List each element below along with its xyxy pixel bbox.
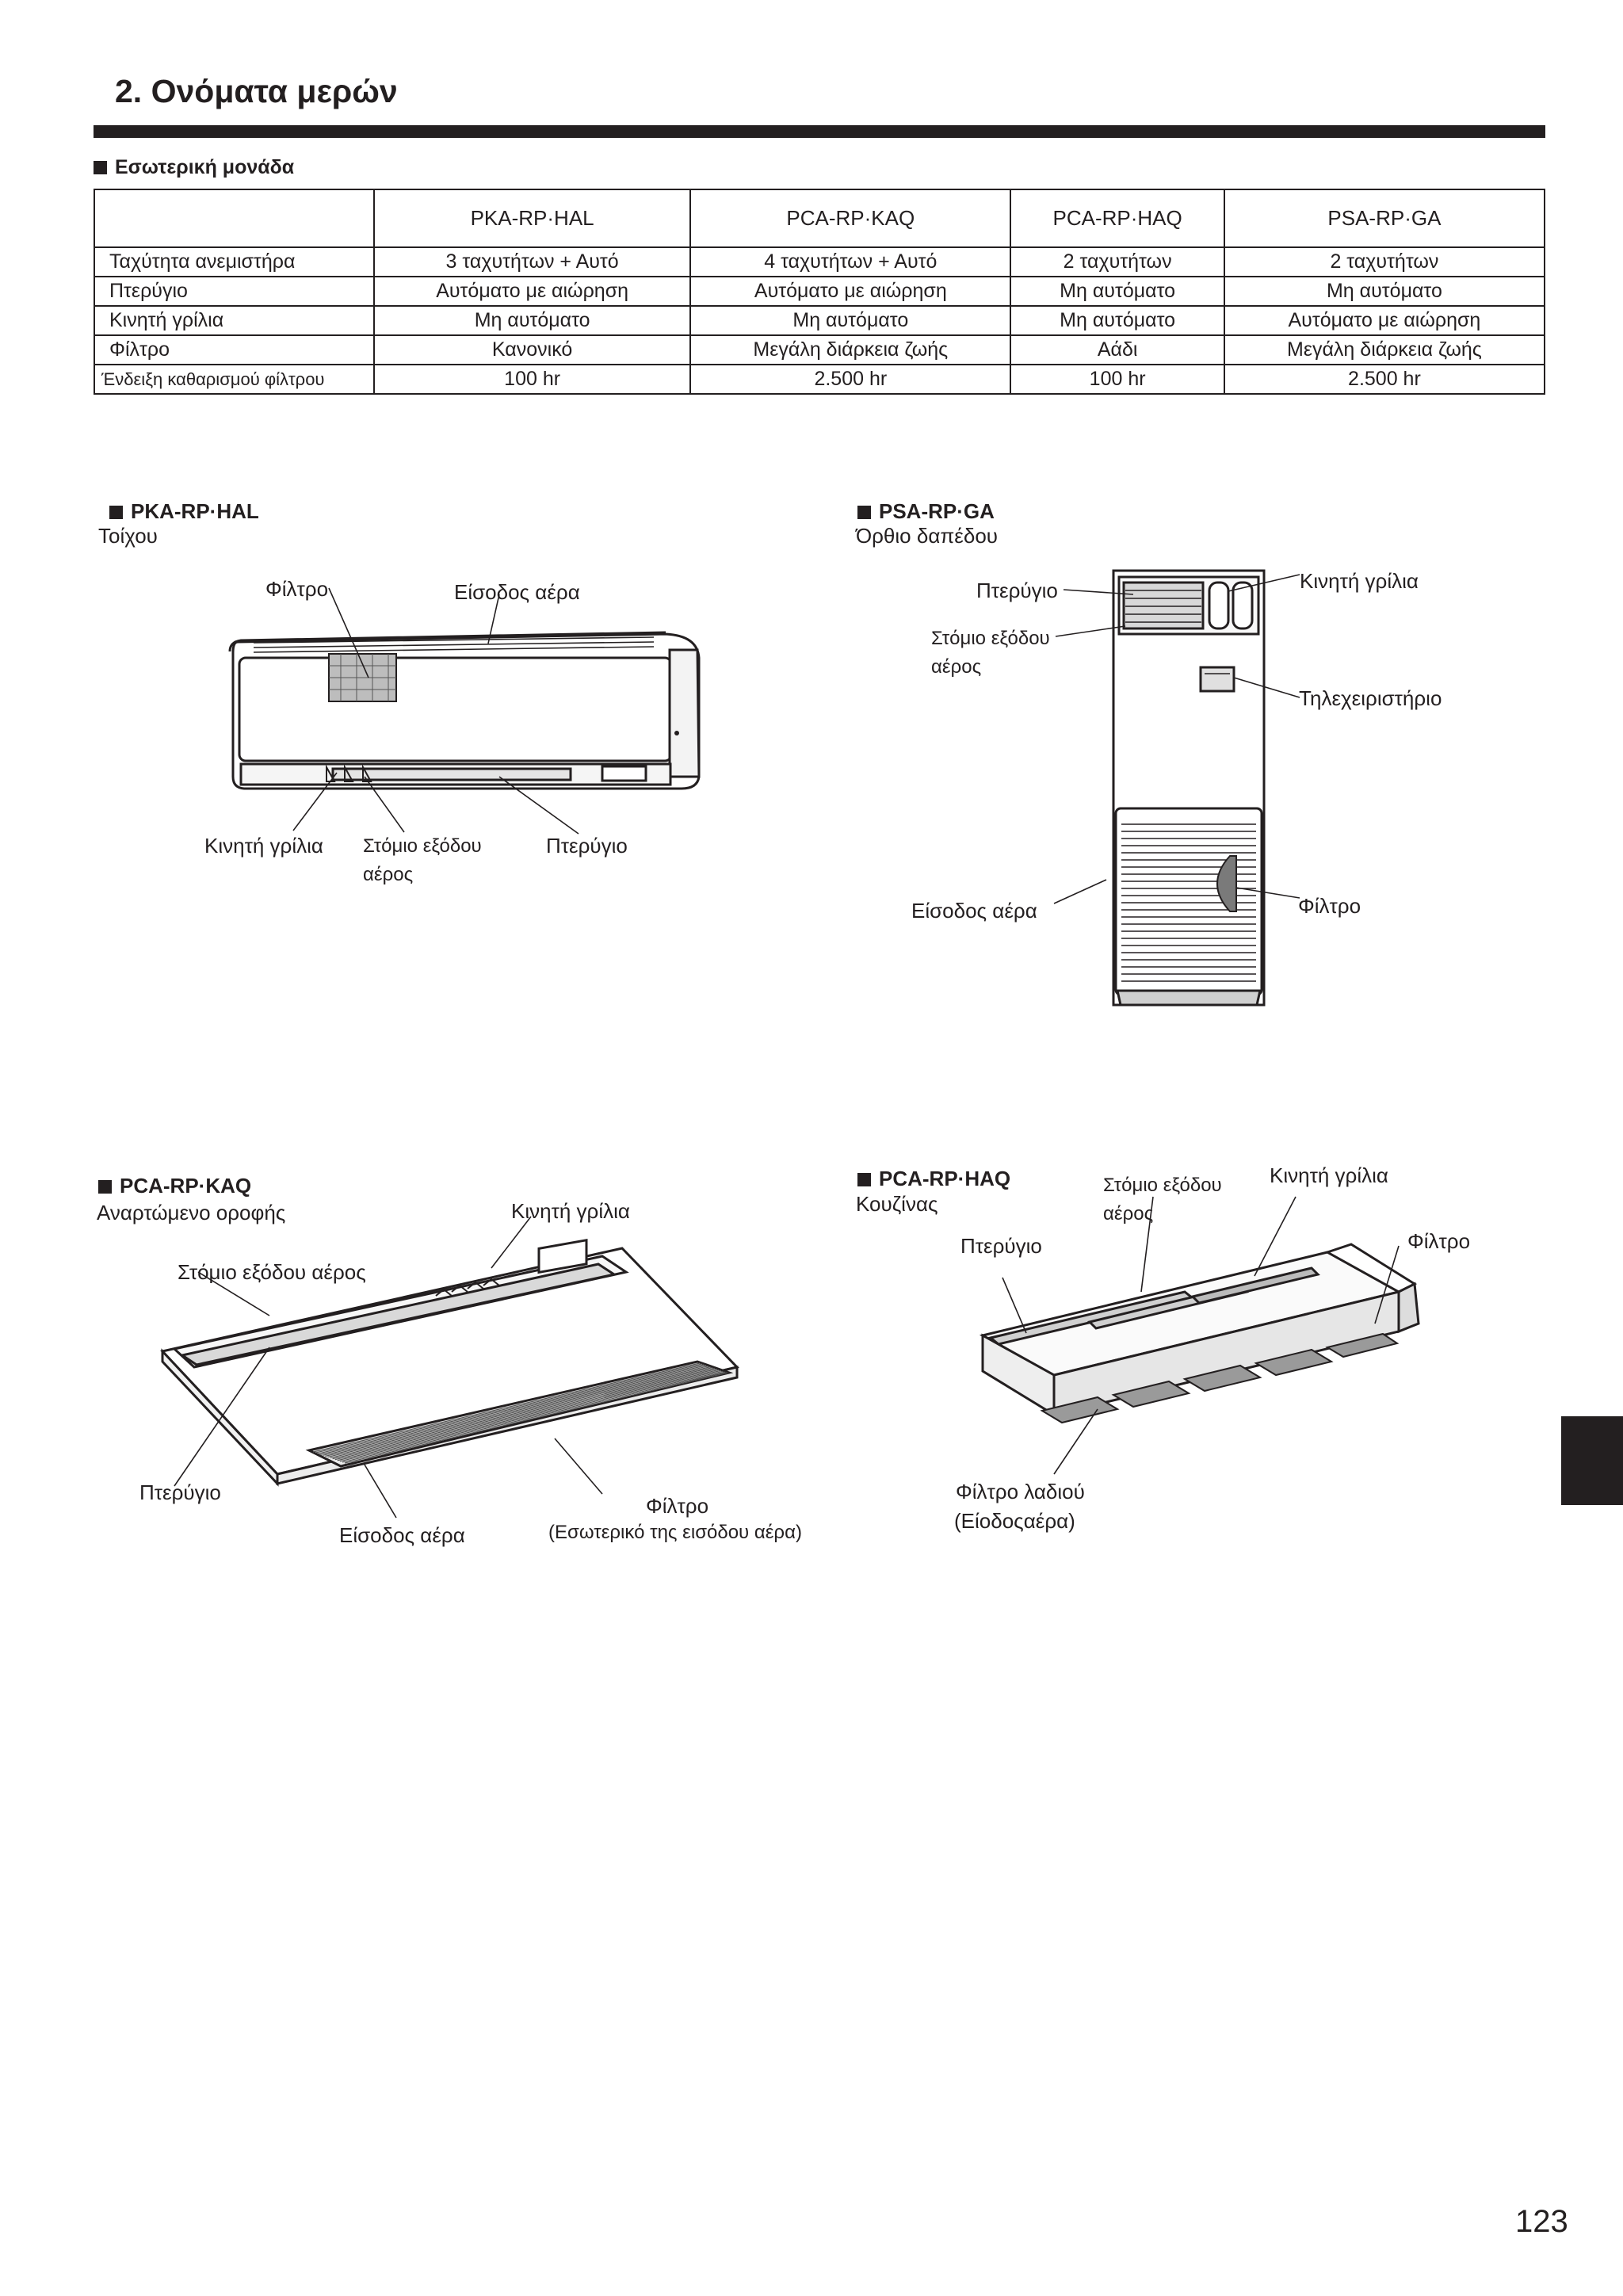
table-row: [94, 247, 1545, 277]
table-cell: Αυτόματο με αιώρηση: [690, 277, 1010, 306]
table-cell: Μεγάλη διάρκεια ζωής: [1224, 335, 1545, 365]
table-row: [94, 306, 1545, 335]
haq-outlet-label: [1103, 1171, 1222, 1228]
page-title: 2. Ονόματα μερών: [115, 73, 398, 109]
square-bullet-icon: [857, 1173, 871, 1186]
psa-filter-label: Φίλτρο: [1298, 894, 1361, 918]
psa-air-inlet-label: Είσοδος αέρα: [911, 899, 1037, 923]
table-cell: 2 ταχυτήτων: [1224, 247, 1545, 277]
table-row: [94, 365, 1545, 394]
kaq-vane-label: Πτερύγιο: [139, 1480, 221, 1504]
row-label: Ταχύτητα ανεμιστήρα: [94, 247, 374, 277]
table-row: [94, 335, 1545, 365]
kaq-model: PCA-RP·KAQ: [120, 1174, 252, 1198]
table-cell: 100 hr: [1010, 365, 1224, 394]
table-header-cell: PKA-RP·HAL: [374, 189, 690, 247]
row-label: Φίλτρο: [94, 335, 374, 365]
kaq-filter-note: (Εσωτερικό της εισόδου αέρα): [548, 1522, 802, 1543]
psa-outlet-line2: αέρος: [931, 656, 982, 678]
square-bullet-icon: [98, 1180, 112, 1194]
page-number: 123: [1515, 2204, 1568, 2239]
table-cell: Μη αυτόματο: [690, 306, 1010, 335]
psa-outlet-label: [931, 625, 1050, 682]
psa-vane-label: Πτερύγιο: [976, 579, 1058, 602]
pka-outlet-label: [363, 832, 482, 889]
square-bullet-icon: [94, 161, 107, 174]
haq-outlet-line2: αέρος: [1103, 1203, 1154, 1224]
square-bullet-icon: [857, 506, 871, 519]
table-cell: 2 ταχυτήτων: [1010, 247, 1224, 277]
table-cell: Μεγάλη διάρκεια ζωής: [690, 335, 1010, 365]
psa-model: PSA-RP·GA: [879, 499, 995, 523]
pka-outlet-line1: Στόμιο εξόδου: [363, 835, 482, 857]
psa-type: Όρθιο δαπέδου: [856, 524, 999, 548]
row-label: Πτερύγιο: [94, 277, 374, 306]
pka-air-inlet-label: Είσοδος αέρα: [454, 580, 580, 604]
psa-remote-label: Τηλεχειριστήριο: [1299, 686, 1442, 710]
table-cell: Μη αυτόματο: [1224, 277, 1545, 306]
table-cell: Μη αυτόματο: [1010, 306, 1224, 335]
haq-oil-filter-note: (Είοδοςαέρα): [954, 1509, 1075, 1533]
psa-model-heading: [857, 499, 995, 524]
row-label: Ένδειξη καθαρισμού φίλτρου: [94, 365, 374, 394]
haq-type: Κουζίνας: [856, 1192, 938, 1216]
pka-type: Τοίχου: [98, 524, 158, 548]
pka-louver-label: Κινητή γρίλια: [204, 834, 323, 858]
table-row: [94, 277, 1545, 306]
kaq-unit-illustration: [158, 1236, 745, 1474]
kaq-outlet-label: Στόμιο εξόδου αέρος: [178, 1260, 366, 1284]
pka-filter-label: Φίλτρο: [265, 577, 329, 601]
title-rule: [94, 125, 1545, 138]
pka-outlet-line2: αέρος: [363, 864, 414, 885]
kaq-louver-label: Κινητή γρίλια: [511, 1199, 630, 1223]
haq-vane-label: Πτερύγιο: [960, 1234, 1042, 1258]
table-cell: Κανονικό: [374, 335, 690, 365]
table-cell: Αάδι: [1010, 335, 1224, 365]
kaq-model-heading: [98, 1174, 251, 1198]
row-label: Κινητή γρίλια: [94, 306, 374, 335]
section-tab-marker: [1561, 1416, 1623, 1505]
haq-outlet-line1: Στόμιο εξόδου: [1103, 1175, 1222, 1196]
table-header-cell: [94, 189, 374, 247]
kaq-type: Αναρτώμενο οροφής: [97, 1201, 286, 1224]
haq-model-heading: [857, 1167, 1010, 1191]
square-bullet-icon: [109, 506, 123, 519]
kaq-air-inlet-label: Είσοδος αέρα: [339, 1523, 465, 1547]
kaq-filter-label: Φίλτρο: [646, 1494, 709, 1518]
table-header-cell: PCA-RP·KAQ: [690, 189, 1010, 247]
haq-louver-label: Κινητή γρίλια: [1270, 1163, 1388, 1187]
table-cell: 3 ταχυτήτων + Αυτό: [374, 247, 690, 277]
table-header-row: [94, 189, 1545, 247]
table-cell: 2.500 hr: [690, 365, 1010, 394]
psa-outlet-line1: Στόμιο εξόδου: [931, 628, 1050, 649]
table-cell: 4 ταχυτήτων + Αυτό: [690, 247, 1010, 277]
section-heading: [94, 156, 294, 179]
table-cell: Αυτόματο με αιώρηση: [1224, 306, 1545, 335]
table-cell: 100 hr: [374, 365, 690, 394]
psa-louver-label: Κινητή γρίλια: [1300, 569, 1419, 593]
table-cell: Μη αυτόματο: [1010, 277, 1224, 306]
table-cell: Μη αυτόματο: [374, 306, 690, 335]
pka-model: PKA-RP·HAL: [131, 499, 259, 523]
haq-filter-label: Φίλτρο: [1407, 1229, 1471, 1253]
pka-model-heading: [109, 499, 259, 524]
table-cell: Αυτόματο με αιώρηση: [374, 277, 690, 306]
pka-vane-label: Πτερύγιο: [546, 834, 628, 858]
haq-unit-illustration: [979, 1228, 1438, 1442]
table-cell: 2.500 hr: [1224, 365, 1545, 394]
psa-unit-illustration: [1102, 563, 1308, 1007]
section-label: Εσωτερική μονάδα: [115, 156, 295, 178]
table-header-cell: PSA-RP·GA: [1224, 189, 1545, 247]
haq-model: PCA-RP·HAQ: [879, 1167, 1011, 1190]
spec-table: [94, 189, 1545, 395]
pka-unit-illustration: [222, 618, 713, 816]
haq-oil-filter-label: Φίλτρο λαδιού: [956, 1480, 1085, 1503]
table-header-cell: PCA-RP·HAQ: [1010, 189, 1224, 247]
